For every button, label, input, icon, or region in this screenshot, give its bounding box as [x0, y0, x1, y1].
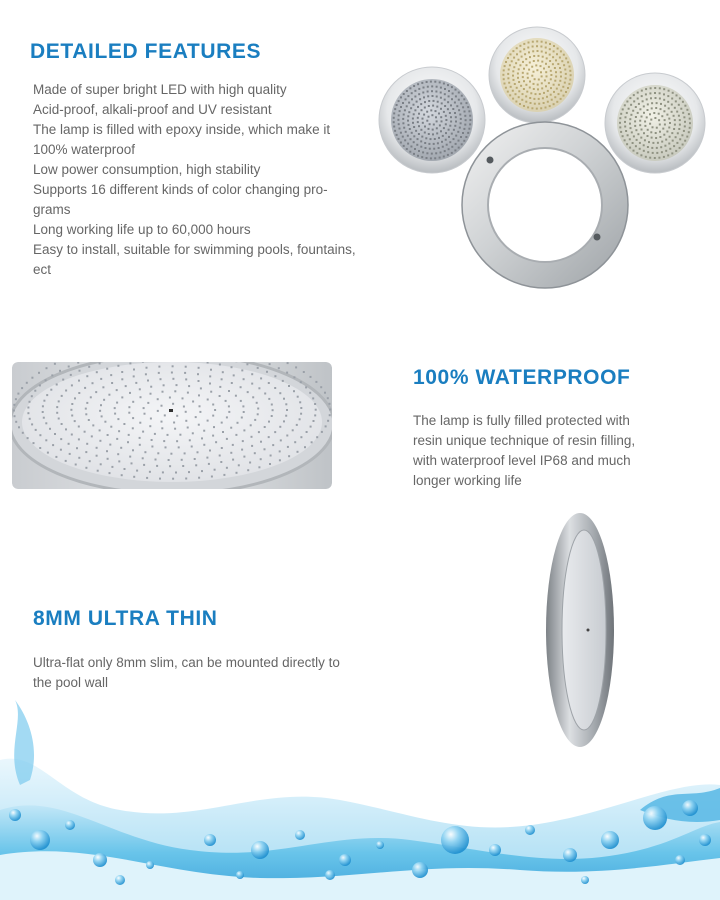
description-line: The lamp is fully filled protected with	[413, 413, 630, 428]
feature-line: Long working life up to 60,000 hours	[33, 222, 251, 237]
waterproof-description	[413, 411, 635, 491]
feature-line: Made of super bright LED with high quality	[33, 82, 287, 97]
led-closeup-photo	[12, 362, 332, 489]
feature-line: Low power consumption, high stability	[33, 162, 261, 177]
feature-line: 100% waterproof	[33, 142, 136, 157]
description-line: the pool wall	[33, 675, 109, 690]
ultra-thin-heading: 8MM ULTRA THIN	[33, 607, 218, 630]
description-line: with waterproof level IP68 and much	[413, 453, 631, 468]
feature-line: grams	[33, 202, 71, 217]
description-line: Ultra-flat only 8mm slim, can be mounted directly to	[33, 655, 340, 670]
lamp-group-photo	[375, 25, 715, 290]
features-list	[33, 80, 356, 280]
feature-line: The lamp is filled with epoxy inside, which make it	[33, 122, 331, 137]
feature-line: Acid-proof, alkali-proof and UV resistant	[33, 102, 272, 117]
waterproof-heading: 100% WATERPROOF	[413, 366, 631, 389]
water-splash-decoration	[0, 690, 720, 900]
ultra-thin-description	[33, 653, 340, 693]
feature-line: Easy to install, suitable for swimming pools, fountains,	[33, 242, 356, 257]
description-line: resin unique technique of resin filling,	[413, 433, 636, 448]
feature-line: Supports 16 different kinds of color changing pro-	[33, 182, 328, 197]
description-line: longer working life	[413, 473, 522, 488]
feature-line: ect	[33, 262, 52, 277]
features-heading: DETAILED FEATURES	[30, 40, 262, 63]
